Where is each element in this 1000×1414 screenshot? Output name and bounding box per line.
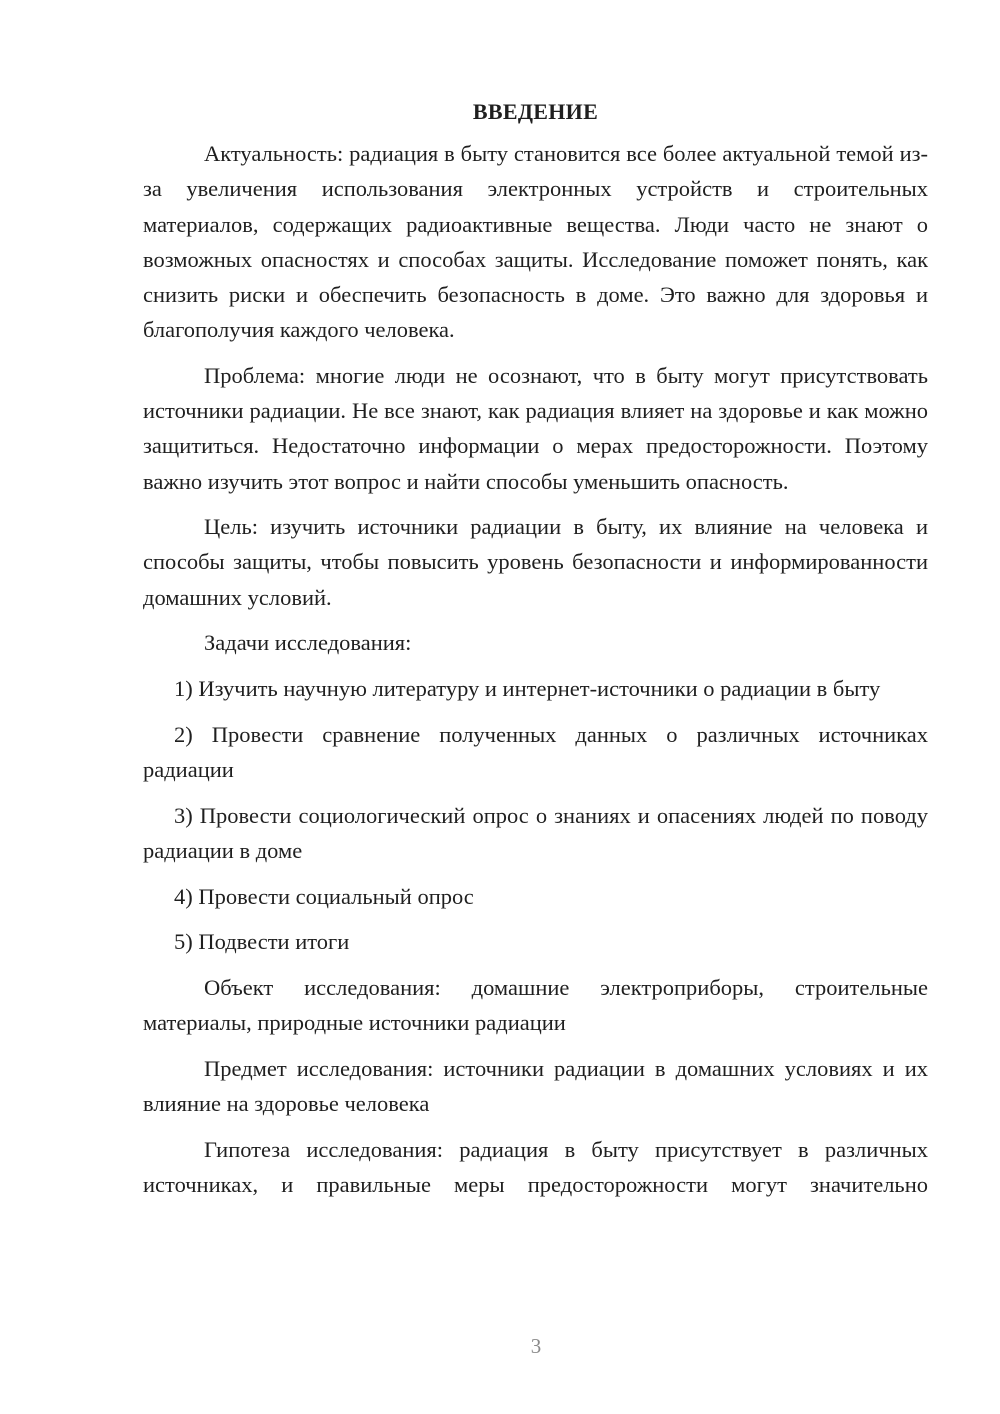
task-item-2: 2) Провести сравнение полученных данных о различных источниках радиации [143, 721, 928, 782]
page-title: ВВЕДЕНИЕ [472, 99, 599, 124]
task-item-1: 1) Изучить научную литературу и интернет-источники о радиации в быту [174, 676, 881, 702]
paragraph-problem: Проблема: многие люди не осознают, что в быту могут присутствовать источники радиации. Не все знают, как радиация влияет на здоровье и как можно защититься. Недостаточно информации о мерах предосторожности. Поэтому важно изучить этот вопрос и найти способы уменьшить опасность. [143, 362, 928, 494]
paragraph-subject: Предмет исследования: источники радиации в домашних условиях и их влияние на здоровье человека [143, 1055, 928, 1117]
task-item-3: 3) Провести социологический опрос о знаниях и опасениях людей по поводу радиации в доме [143, 802, 928, 863]
paragraph-object: Объект исследования: домашние электроприборы, строительные материалы, природные источники радиации [143, 974, 928, 1036]
document-body [143, 94, 928, 1213]
task-item-5: 5) Подвести итоги [174, 929, 350, 955]
paragraph-hypothesis: Гипотеза исследования: радиация в быту присутствует в различных источниках, и правильные меры предосторожности могут значительно [143, 1136, 928, 1197]
task-item-4: 4) Провести социальный опрос [174, 883, 474, 909]
page-number: 3 [530, 1334, 542, 1358]
paragraph-goal: Цель: изучить источники радиации в быту, их влияние на человека и способы защиты, чтобы повысить уровень безопасности и информированности домашних условий. [143, 514, 928, 610]
paragraph-relevance: Актуальность: радиация в быту становится все более актуальной темой из-за увеличения использования электронных устройств и строительных материалов, содержащих радиоактивные вещества. Люди часто не знают о возможных опасностях и способах защиты. Исследование поможет понять, как снизить риски и обеспечить безопасность в доме. Это важно для здоровья и благополучия каждого человека. [143, 141, 928, 343]
paragraph-tasks-title: Задачи исследования: [204, 630, 412, 656]
